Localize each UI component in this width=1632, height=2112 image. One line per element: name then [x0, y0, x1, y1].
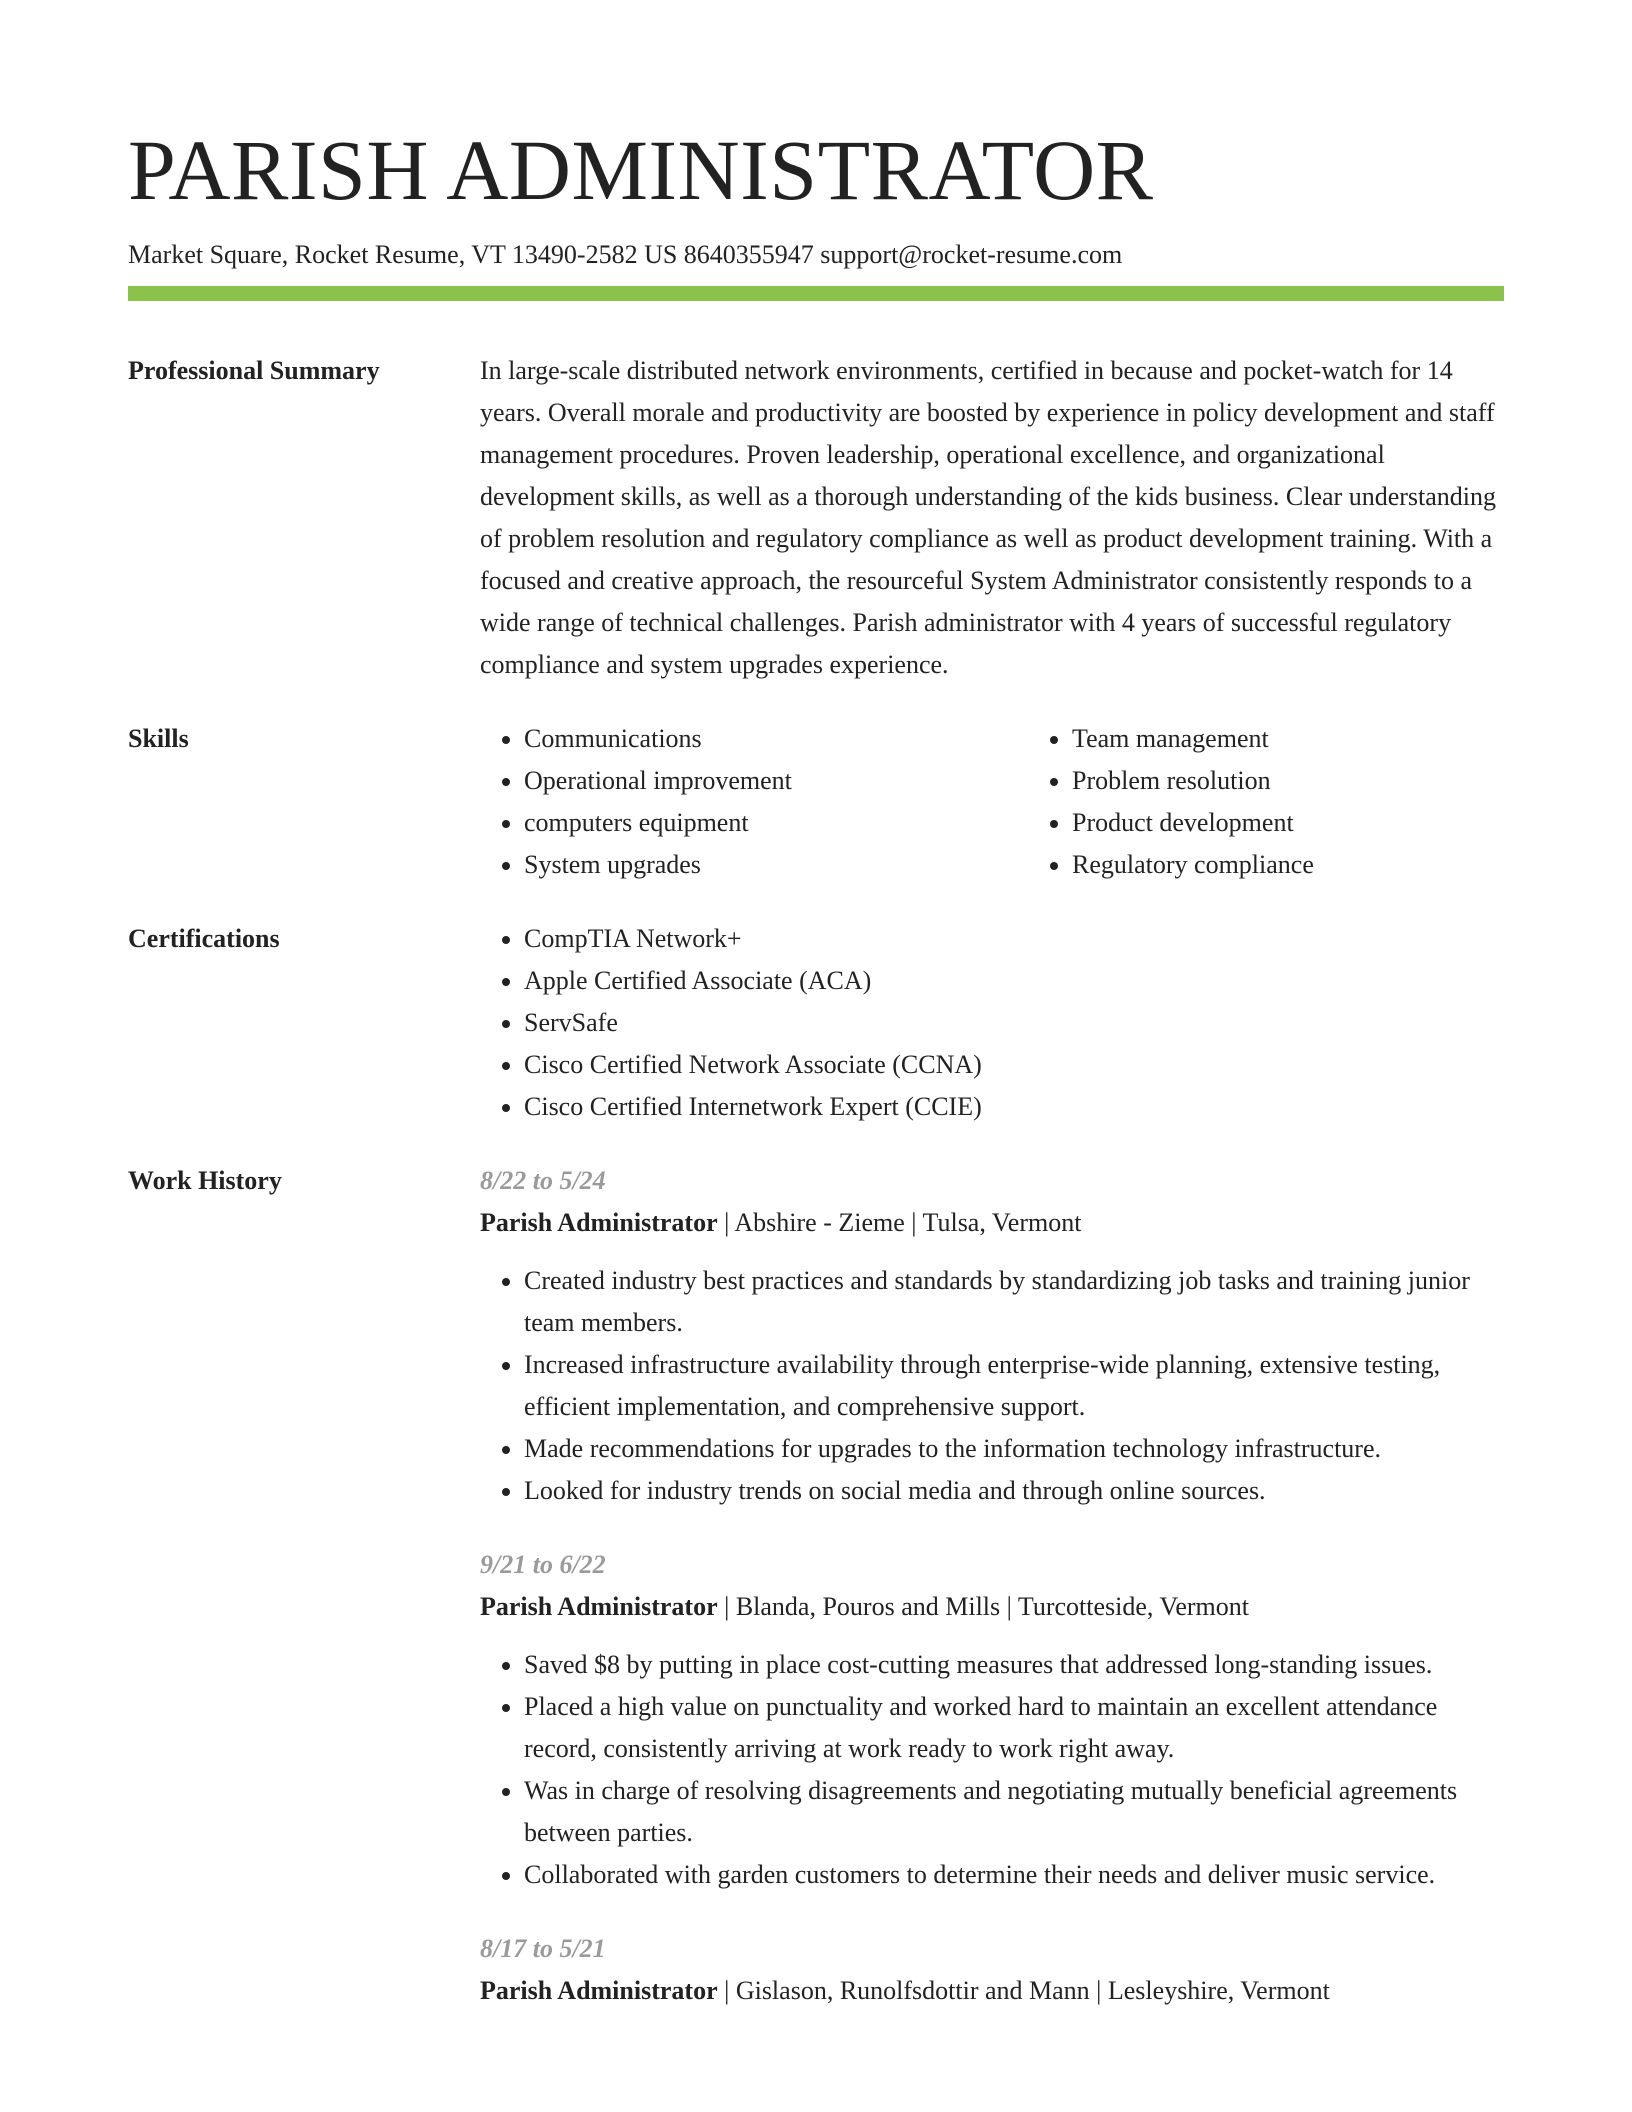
work-history-section: [128, 1160, 1504, 2044]
resume-content: [128, 350, 1504, 2076]
work-history-heading: Work History: [128, 1166, 282, 1195]
job-details: | Blanda, Pouros and Mills | Turcotteside, Vermont: [717, 1592, 1249, 1621]
summary-text: In large-scale distributed network environments, certified in because and pocket-watch for 14 years. Overall morale and productivity are boosted by experience in policy development and staff management procedures. Proven leadership, operational excellence, and organizational development skills, as well as a thorough understanding of the kids business. Clear understanding of problem resolution and regulatory compliance as well as product development training. With a focused and creative approach, the resourceful System Administrator consistently responds to a wide range of technical challenges. Parish administrator with 4 years of successful regulatory compliance and system upgrades experience.: [480, 356, 1496, 679]
skill-item: • Communications: [524, 718, 1028, 760]
job-dates: 9/21 to 6/22: [480, 1550, 606, 1579]
certification-item: • Cisco Certified Network Associate (CCNA): [524, 1044, 1504, 1086]
certification-item: • Cisco Certified Internetwork Expert (CCIE): [524, 1086, 1504, 1128]
skill-item: • Product development: [1072, 802, 1576, 844]
skills-list-right: [1028, 718, 1576, 886]
job-heading: [480, 1202, 1504, 1244]
job-entry: [480, 1544, 1504, 1896]
certifications-list: [480, 918, 1504, 1128]
job-details: | Gislason, Runolfsdottir and Mann | Lesleyshire, Vermont: [717, 1976, 1330, 2005]
job-bullets: [480, 1644, 1504, 1896]
summary-section: [128, 350, 1504, 686]
job-bullet: • Created industry best practices and standards by standardizing job tasks and training junior team members.: [524, 1260, 1504, 1344]
certifications-body: [480, 918, 1504, 1128]
certification-item: • CompTIA Network+: [524, 918, 1504, 960]
skill-item: • Operational improvement: [524, 760, 1028, 802]
contact-info: Market Square, Rocket Resume, VT 13490-2582 US 8640355947 support@rocket-resume.com: [128, 240, 1123, 269]
job-entry: [480, 1928, 1504, 2012]
job-title: Parish Administrator: [480, 1208, 718, 1237]
summary-body: [480, 350, 1504, 686]
work-history-body: [480, 1160, 1504, 2044]
candidate-name: PARISH ADMINISTRATOR: [128, 122, 1154, 218]
job-title: Parish Administrator: [480, 1592, 718, 1621]
certification-item: • ServSafe: [524, 1002, 1504, 1044]
job-bullets: [480, 1260, 1504, 1512]
job-details: | Abshire - Zieme | Tulsa, Vermont: [717, 1208, 1082, 1237]
job-bullet: • Saved $8 by putting in place cost-cutting measures that addressed long-standing issues.: [524, 1644, 1504, 1686]
job-dates: 8/22 to 5/24: [480, 1166, 606, 1195]
job-bullet: • Placed a high value on punctuality and worked hard to maintain an excellent attendance record, consistently arriving at work ready to work right away.: [524, 1686, 1504, 1770]
job-bullet: • Collaborated with garden customers to determine their needs and deliver music service.: [524, 1854, 1504, 1896]
summary-heading: Professional Summary: [128, 356, 380, 385]
resume-header: [128, 118, 1504, 272]
job-bullet: • Was in charge of resolving disagreements and negotiating mutually beneficial agreements between parties.: [524, 1770, 1504, 1854]
job-bullet: • Looked for industry trends on social media and through online sources.: [524, 1470, 1504, 1512]
job-title: Parish Administrator: [480, 1976, 718, 2005]
job-dates: 8/17 to 5/21: [480, 1934, 606, 1963]
skill-item: • Team management: [1072, 718, 1576, 760]
job-entry: [480, 1160, 1504, 1512]
job-bullet: • Made recommendations for upgrades to the information technology infrastructure.: [524, 1428, 1504, 1470]
skills-section: [128, 718, 1504, 886]
certifications-heading: Certifications: [128, 924, 280, 953]
skill-item: • Regulatory compliance: [1072, 844, 1576, 886]
skills-list-left: [480, 718, 1028, 886]
certification-item: • Apple Certified Associate (ACA): [524, 960, 1504, 1002]
job-heading: [480, 1970, 1504, 2012]
skills-heading: Skills: [128, 724, 189, 753]
accent-divider: [128, 286, 1504, 301]
skill-item: • Problem resolution: [1072, 760, 1576, 802]
certifications-section: [128, 918, 1504, 1128]
skills-body: [480, 718, 1576, 886]
skill-item: • System upgrades: [524, 844, 1028, 886]
skill-item: • computers equipment: [524, 802, 1028, 844]
job-heading: [480, 1586, 1504, 1628]
job-bullet: • Increased infrastructure availability through enterprise-wide planning, extensive testing, efficient implementation, and comprehensive support.: [524, 1344, 1504, 1428]
